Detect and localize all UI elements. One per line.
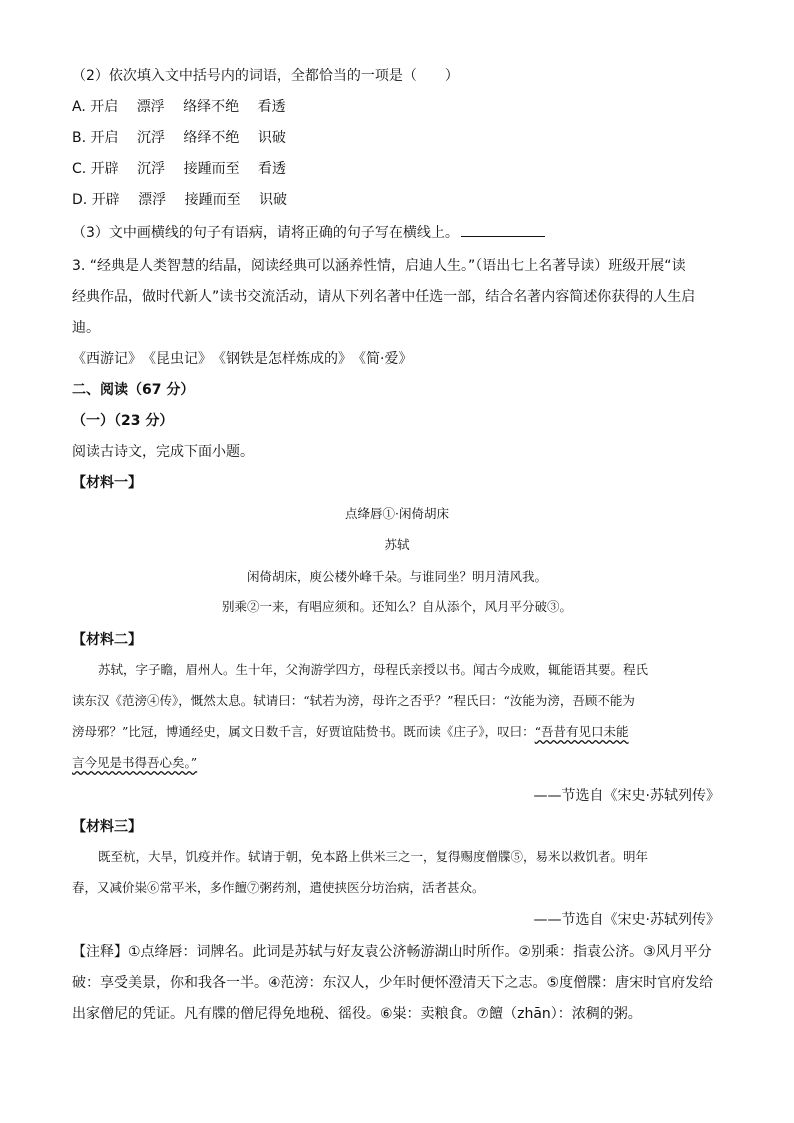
material-1-label: 【材料一】 — [72, 475, 142, 491]
question-3-stem — [72, 222, 545, 243]
option-word: 接踵而至 — [184, 192, 241, 208]
option-word: 络绎不绝 — [183, 130, 240, 146]
question-3-text: （3）文中画横线的句子有语病，请将正确的句子写在横线上。 — [72, 225, 459, 241]
option-a[interactable] — [72, 97, 286, 117]
material-2-line-3-text: 滂母邪？”比冠，博通经史，属文日数千言，好贾谊陆贽书。既而读《庄子》，叹曰： — [72, 724, 535, 739]
option-word: 开启 — [90, 130, 119, 146]
option-word: 沉浮 — [137, 161, 166, 177]
option-word: 看透 — [257, 99, 286, 115]
instruction: 阅读古诗文，完成下面小题。 — [72, 444, 254, 460]
option-word: 漂浮 — [138, 192, 167, 208]
option-word: 络绎不绝 — [183, 99, 240, 115]
option-c[interactable] — [72, 159, 286, 179]
material-2-line-2: 读东汉《范滂④传》，慨然太息。轼请曰：“轼若为滂，母许之否乎？”程氏曰：“汝能为滂，吾顾不能为 — [72, 693, 635, 708]
option-word: 开辟 — [90, 161, 119, 177]
option-word: 开辟 — [91, 192, 120, 208]
question-3-line-1: 3. “经典是人类智慧的结晶，阅读经典可以涵养性情，启迪人生。”（语出七上名著导读）班级开展“读 — [72, 258, 686, 274]
question-3-line-3: 迪。 — [72, 320, 100, 336]
option-word: 看透 — [258, 161, 287, 177]
material-3-line-2: 春，又减价粜⑥常平米，多作饘⑦粥药剂，遣使挟医分坊治病，活者甚众。 — [72, 880, 485, 895]
option-letter: A. — [72, 99, 86, 115]
option-word: 识破 — [259, 192, 288, 208]
material-3-line-1: 既至杭，大旱，饥疫并作。轼请于朝，免本路上供米三之一，复得赐度僧牒⑤，易米以救饥者。明年 — [98, 849, 649, 864]
option-letter: B. — [72, 130, 87, 146]
question-2-stem: （2）依次填入文中括号内的词语，全都恰当的一项是（ ） — [72, 68, 459, 84]
underlined-sentence-continued: 言今见是书得吾心矣。” — [72, 755, 198, 770]
material-2-line-3 — [72, 723, 722, 741]
option-b[interactable] — [72, 128, 286, 148]
option-d[interactable] — [72, 190, 287, 210]
book-list: 《西游记》 《昆虫记》 《钢铁是怎样炼成的》 《简·爱》 — [72, 351, 413, 367]
option-letter: D. — [72, 192, 88, 208]
poem-line-2: 别乘②一来，有唱应须和。还知么？自从添个，风月平分破③。 — [221, 599, 572, 614]
question-3-line-2: 经典作品，做时代新人”读书交流活动，请从下列名著中任选一部，结合名著内容简述你获得的人生启 — [72, 289, 696, 305]
option-word: 开启 — [90, 99, 119, 115]
option-word: 漂浮 — [136, 99, 165, 115]
material-3-source: ——节选自《宋史·苏轼列传》 — [533, 912, 720, 928]
option-word: 识破 — [257, 130, 286, 146]
material-3-label: 【材料三】 — [72, 819, 142, 835]
part-title: （一）（23 分） — [72, 413, 174, 429]
material-2-label: 【材料二】 — [72, 632, 142, 648]
poem-author: 苏轼 — [384, 537, 410, 552]
option-letter: C. — [72, 161, 87, 177]
poem-title: 点绛唇①·闲倚胡床 — [345, 506, 449, 521]
section-title: 二、阅读（67 分） — [72, 382, 195, 398]
underlined-sentence: “吾昔有见口未能 — [534, 724, 629, 739]
option-word: 沉浮 — [136, 130, 165, 146]
option-word: 接踵而至 — [183, 161, 240, 177]
notes-line-2: 破：享受美景，你和我各一半。④范滂：东汉人，少年时便怀澄清天下之志。⑤度僧牒：唐宋时官府发给 — [72, 975, 714, 991]
material-2-line-1: 苏轼，字子瞻，眉州人。生十年，父洵游学四方，母程氏亲授以书。闻古今成败，辄能语其要。程氏 — [98, 662, 649, 677]
answer-blank[interactable] — [461, 222, 545, 237]
poem-line-1: 闲倚胡床，庾公楼外峰千朵。与谁同坐？明月清风我。 — [246, 569, 547, 584]
material-2-source: ——节选自《宋史·苏轼列传》 — [533, 788, 720, 804]
notes-line-1: 【注释】①点绛唇：词牌名。此词是苏轼与好友袁公济畅游湖山时所作。②别乘：指袁公济。③风月平分 — [72, 944, 712, 960]
notes-line-3: 出家僧尼的凭证。凡有牒的僧尼得免地税、徭役。⑥粜：卖粮食。⑦饘（zhān）：浓稠的粥。 — [72, 1006, 642, 1022]
material-2-line-4 — [72, 754, 722, 772]
